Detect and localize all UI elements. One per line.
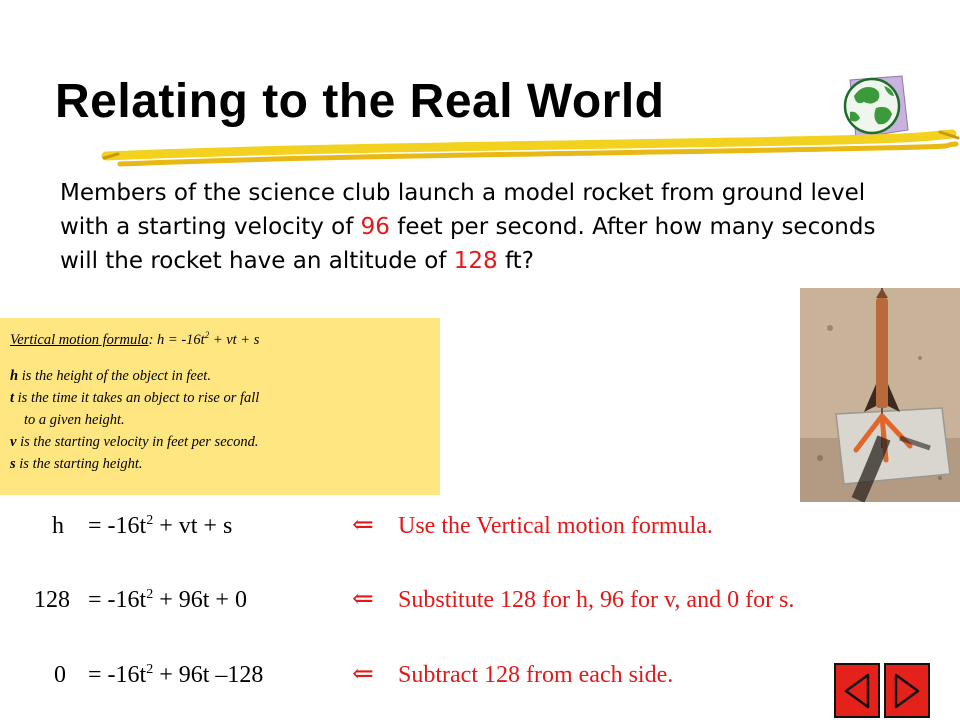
altitude-value: 128 (453, 248, 498, 274)
definition-v: v is the starting velocity in feet per second. (10, 434, 259, 450)
left-arrow-icon: ⇐ (352, 510, 374, 540)
rocket-launch-photo (800, 288, 960, 502)
step-1-note: Use the Vertical motion formula. (398, 513, 713, 539)
step-1-equation: = $-16t^2$ + vt + s (88, 513, 233, 539)
step-3-note: Subtract 128 from each side. (398, 662, 674, 688)
left-arrow-icon: ⇐ (352, 584, 374, 614)
step-3-lhs: 0 (54, 662, 66, 688)
triangle-left-icon (842, 673, 872, 709)
step-2-equation: = $-16t^2 + 96t + 0$ (88, 587, 247, 613)
step-1-lhs: h (52, 513, 64, 539)
formula-label: Vertical motion formula (10, 331, 149, 348)
problem-statement: Members of the science club launch a model rocket from ground level with a starting velocity of 96 feet per second. After how many seconds will the rocket have an altitude of 128 ft? (60, 180, 876, 274)
left-arrow-icon: ⇐ (352, 659, 374, 689)
slide-title: Relating to the Real World (55, 75, 665, 128)
definition-s: s is the starting height. (10, 456, 143, 472)
step-2-lhs: 128 (34, 587, 70, 613)
previous-slide-button[interactable] (834, 663, 880, 718)
step-2-note: Substitute 128 for h, 96 for v, and 0 for s. (398, 587, 795, 613)
title-underline (100, 128, 960, 170)
next-slide-button[interactable] (884, 663, 930, 718)
definition-h: h is the height of the object in feet. (10, 368, 211, 384)
triangle-right-icon (892, 673, 922, 709)
formula-line: Vertical motion formula: $h = -16t^2$ + vt + s (10, 330, 260, 348)
vertical-motion-formula-box (0, 318, 440, 495)
definition-t-cont: to a given height. (24, 412, 125, 428)
definition-t: t is the time it takes an object to rise or fall (10, 390, 260, 406)
velocity-value: 96 (360, 214, 390, 240)
step-3-equation: = $-16t^2 + 96t$ –128 (88, 662, 264, 688)
